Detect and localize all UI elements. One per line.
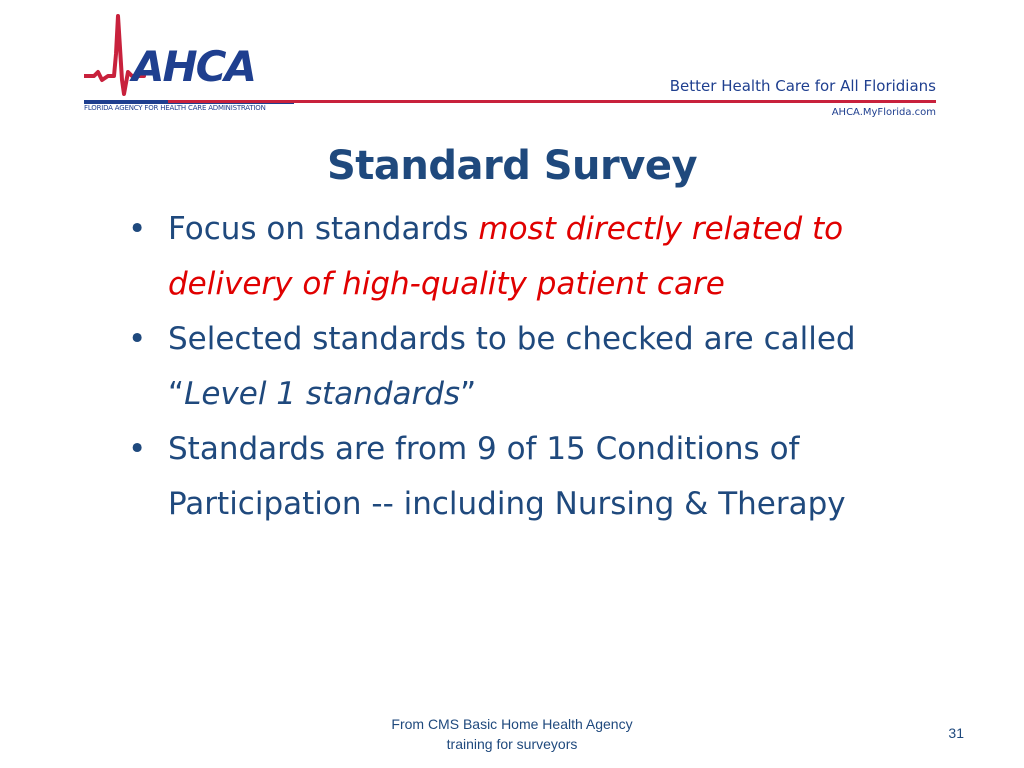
slide-title: Standard Survey — [326, 143, 698, 189]
header-rule — [168, 100, 936, 103]
bullet-list — [126, 202, 946, 532]
bullet-text: Focus on standards — [168, 211, 479, 247]
bullet-item — [126, 312, 946, 422]
footer-line-2: training for surveyors — [446, 736, 578, 752]
tagline: Better Health Care for All Floridians — [669, 77, 936, 95]
footer-line-1: From CMS Basic Home Health Agency — [391, 716, 633, 732]
bullet-italic: Level 1 standards — [184, 376, 461, 412]
bullet-item — [126, 422, 946, 532]
logo-wordmark: AHCA — [132, 42, 255, 91]
footer-source — [360, 714, 664, 754]
bullet-text-end: ” — [460, 376, 477, 412]
website-link[interactable]: AHCA.MyFlorida.com — [831, 107, 936, 118]
bullet-emphasis: most directly related to delivery of high-quality patient care — [168, 211, 844, 302]
logo-subtitle: FLORIDA AGENCY FOR HEALTH CARE ADMINISTRATION — [84, 104, 266, 112]
bullet-text: Selected standards to be checked are called “ — [168, 321, 856, 412]
bullet-item — [126, 202, 946, 312]
bullet-text: Standards are from 9 of 15 Conditions of Participation -- including Nursing & Therapy — [168, 431, 846, 522]
page-number: 31 — [948, 725, 964, 741]
